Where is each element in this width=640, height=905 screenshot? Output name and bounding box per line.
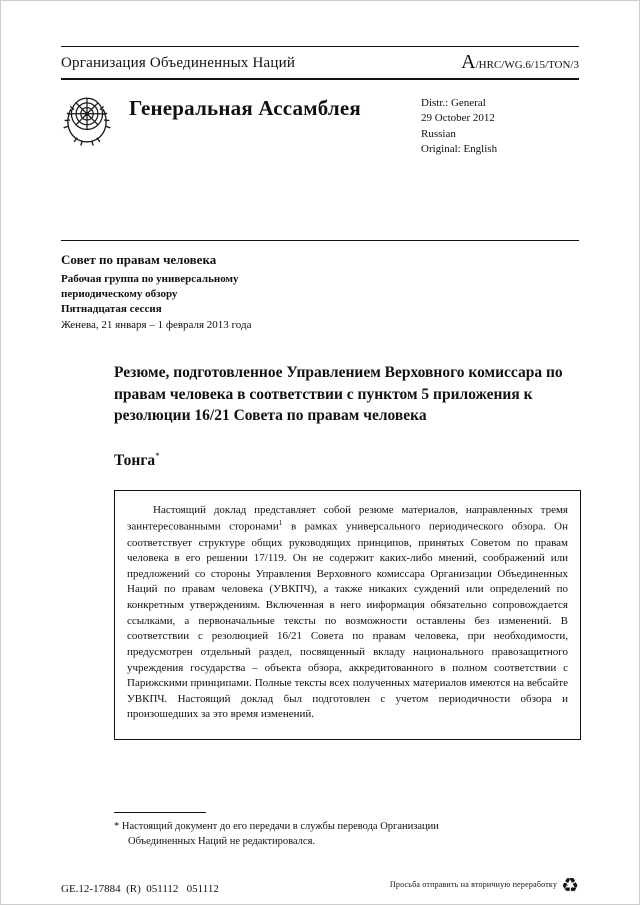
country-footnote-mark: *: [155, 450, 160, 461]
mid-rule: [61, 240, 579, 241]
session-block: [61, 251, 579, 333]
masthead: [61, 47, 579, 78]
footnote-body: Настоящий документ до его передачи в службы перевода Организации Объединенных Наций не редактировался.: [119, 820, 439, 847]
footnote-mark: *: [114, 820, 120, 832]
council-heading: Совет по правам человека: [61, 251, 217, 267]
report-title: Резюме, подготовленное Управлением Верховного комиссара по правам человека в соответствии с пунктом 5 приложения к резолюции 16/21 Совета по правам человека: [114, 364, 563, 425]
working-group-line1: Рабочая группа по универсальному: [61, 273, 239, 286]
recycle-note: [389, 873, 579, 898]
assembly-title: Генеральная Ассамблея: [129, 96, 361, 120]
main-section: [114, 362, 581, 739]
footnote-rule: [114, 812, 206, 813]
summary-box: [114, 490, 581, 740]
session-number: Пятнадцатая сессия: [61, 302, 162, 315]
summary-reference-mark: 1: [278, 518, 283, 528]
document-symbol-initial: A: [461, 51, 476, 73]
footnote: [114, 820, 473, 849]
summary-text: [127, 503, 568, 723]
recycle-icon: ♻: [561, 873, 579, 898]
document-symbol: [461, 52, 579, 72]
thick-rule: [61, 78, 579, 80]
date-line: 29 October 2012: [421, 112, 495, 125]
summary-part1: Настоящий доклад представляет собой резюме материалов, направленных тремя заинтересованными сторонами: [127, 503, 568, 534]
page-footer: [61, 873, 579, 898]
country-heading: [114, 451, 581, 470]
working-group-line2: периодическому обзору: [61, 287, 178, 300]
un-emblem-icon: [61, 92, 113, 146]
original-language-line: Original: English: [421, 143, 498, 156]
country-name: Тонга: [114, 451, 156, 469]
footer-doc-code: GE.12-17884 (R) 051112 051112: [61, 883, 219, 896]
title-row: [61, 90, 579, 158]
session-venue: Женева, 21 января – 1 февраля 2013 года: [61, 318, 252, 331]
summary-part2: в рамках универсального периодического обзора. Он соответствует структуре общих руководящих принципов, принятых Советом по правам человека в его решении 17/119. Он не содержит каких-либо мнений, соображений или предложений со стороны Управления Верховного комиссара Организации Объединенных Наций по правам человека (УВКПЧ), а также никаких суждений или определений по конкретным утверждениям. Включенная в него информация обязательно сопровождается ссылками, а первоначальные тексты по возможности оставлены без изменений. В соответствии с резолюцией 16/21 Совета по правам человека, при необходимости, предусмотрен отдельный раздел, посвященный вкладу национального правозащитного учреждения государства – объекта обзора, аккредитованного в полном соответствии с Парижскими принципами. Полные тексты всех полученных материалов имеются на вебсайте УВКПЧ. Настоящий доклад был подготовлен с учетом периодичности обзора и произошедших за это время изменений.: [127, 521, 569, 721]
organization-name: Организация Объединенных Наций: [61, 55, 296, 71]
document-symbol-rest: /HRC/WG.6/15/TON/3: [475, 59, 579, 71]
distribution-block: [421, 96, 579, 158]
distr-line: Distr.: General: [421, 97, 486, 109]
language-line: Russian: [421, 127, 456, 140]
footnote-area: [114, 812, 579, 849]
recycle-text: Просьба отправить на вторичную переработку: [389, 879, 558, 889]
